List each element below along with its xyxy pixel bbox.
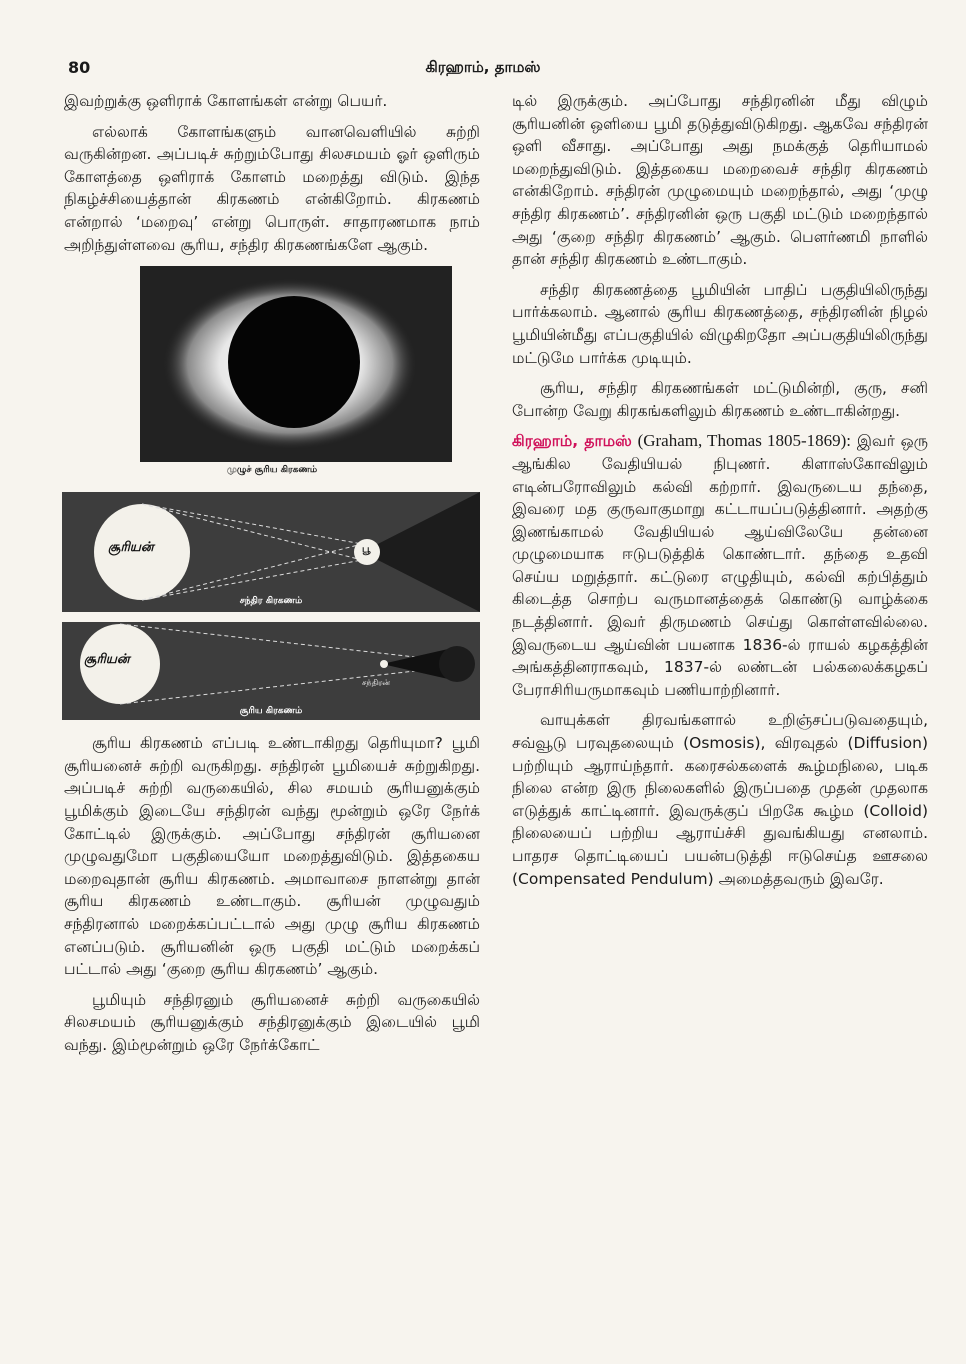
total-solar-eclipse-photo xyxy=(140,266,452,462)
running-head: கிரஹாம், தாமஸ் xyxy=(425,58,541,76)
figure-caption: முழுச் சூரிய கிரகணம் xyxy=(226,465,318,476)
solar-eclipse-diagram xyxy=(62,622,480,720)
page-number: 80 xyxy=(68,58,91,77)
paragraph: சந்திர கிரகணத்தை பூமியின் பாதிப் பகுதியிலிருந்து பார்க்கலாம். ஆனால் சூரிய கிரகணத்தை, சந்திரனின் நிழல் பூமியின்மீது எப்பகுதியில் விழுகிறதோ அப்பகுதியிலிருந்து மட்டுமே பார்க்க முடியும். xyxy=(512,280,928,367)
paragraph: பூமியும் சந்திரனும் சூரியனைச் சுற்றி வருகையில் சிலசமயம் சூரியனுக்கும் சந்திரனுக்கும் இடையில் பூமி வந்து. இம்மூன்றும் ஒரே நேர்க்கோட் xyxy=(64,990,480,1054)
paragraph: சூரிய, சந்திர கிரகணங்கள் மட்டுமின்றி, குரு, சனி போன்ற வேறு கிரகங்களிலும் கிரகணம் உண்டாகின்றது. xyxy=(512,379,928,420)
left-column xyxy=(64,90,480,1064)
paragraph: டில் இருக்கும். அப்போது சந்திரனின் மீது விழும் சூரியனின் ஒளியை பூமி தடுத்துவிடுகிறது. ஆகவே சந்திரன் ஒளி வீசாது. அப்போது அது நமக்குத் தெரியாமல் மறைந்துவிடும். இத்தகைய மறைவைச் சந்திர கிரகணம் என்கிறோம். சந்திரன் முழுமையும் மறைந்தால், அது ‘முழு சந்திர கிரகணம்’. சந்திரனின் ஒரு பகுதி மட்டும் மறைந்தால் அது ‘குறை சந்திர கிரகணம்’ ஆகும். பௌர்ணமி நாளில் தான் சந்திர கிரகணம் உண்டாகும். xyxy=(512,92,928,269)
moon-label: சந்திரன் xyxy=(362,678,391,688)
entry-title: கிரஹாம், தாமஸ் xyxy=(512,432,632,451)
encyclopedia-entry xyxy=(512,430,928,701)
figure-caption: சந்திர கிரகணம் xyxy=(239,596,303,607)
paragraph: இவற்றுக்கு ஒளிராக் கோளங்கள் என்று பெயர். xyxy=(64,92,388,110)
entry-latin-name: (Graham, Thomas 1805-1869): xyxy=(637,431,852,451)
sun-label: சூரியன் xyxy=(108,540,154,556)
sun-label: சூரியன் xyxy=(84,652,130,668)
lunar-eclipse-diagram xyxy=(62,492,480,612)
paragraph: சூரிய கிரகணம் எப்படி உண்டாகிறது தெரியுமா? பூமி சூரியனைச் சுற்றி வருகிறது. சந்திரன் பூமியைச் சுற்றுகிறது. அப்படிச் சுற்றி வருகையில், சில சமயம் சூரியனுக்கும் பூமிக்கும் இடையே சந்திரன் வந்து மூன்றும் ஒரே நேர்க் கோட்டில் இருக்கும். அப்போது சந்திரன் சூரியனை முழுவதுமோ பகுதியையோ மறைத்துவிடும். இத்தகைய மறைவுதான் சூரிய கிரகணம். அமாவாசை நாளன்று தான் சூரிய கிரகணம் உண்டாகும். சூரியன் முழுவதும் சந்திரனால் மறைக்கப்பட்டால் அது முழு சூரிய கிரகணம் எனப்படும். சூரியனின் ஒரு பகுதி மட்டும் மறைக்கப் பட்டால் அது ‘குறை சூரிய கிரகணம்’ ஆகும். xyxy=(64,734,480,979)
paragraph: வாயுக்கள் திரவங்களால் உறிஞ்சப்படுவதையும், சவ்வூடு பரவுதலையும் (Osmosis), விரவுதல் (Diffusion) பற்றியும் ஆராய்ந்தார். கரைசல்களைக் கூழ்மநிலை, படிக நிலை என்ற இரு நிலைகளில் இருப்பதை முதன் முதலாக எடுத்துக் காட்டினார். இவருக்குப் பிறகே கூழ்ம (Colloid) நிலையைப் பற்றிய ஆராய்ச்சி துவங்கியது எனலாம். பாதரச தொட்டியைப் பயன்படுத்தி ஈடுசெய்த ஊசலை (Compensated Pendulum) அமைத்தவரும் இவரே. xyxy=(512,711,928,888)
right-column xyxy=(512,90,928,898)
figure-caption: சூரிய கிரகணம் xyxy=(239,706,303,717)
eclipse-image xyxy=(140,266,452,462)
earth-label: பூ xyxy=(362,544,371,556)
paragraph: எல்லாக் கோளங்களும் வானவெளியில் சுற்றி வருகின்றன. அப்படிச் சுற்றும்போது சிலசமயம் ஓர் ஒளிரும் கோளத்தை ஒளிராக் கோளம் மறைத்து விடும். இந்த நிகழ்ச்சியைத்தான் கிரகணம் என்கிறோம். கிரகணம் என்றால் ‘மறைவு’ என்று பொருள். சாதாரணமாக நாம் அறிந்துள்ளவை சூரிய, சந்திர கிரகணங்களே ஆகும். xyxy=(64,122,480,254)
entry-body: இவர் ஒரு ஆங்கில வேதியியல் நிபுணர். கிளாஸ்கோவிலும் எடின்பரோவிலும் கல்வி கற்றார். இவருடைய தந்தை, இவரை மத குருவாகுமாறு கட்டாயப்படுத்தினார். அதற்கு இணங்காமல் வேதியியல் ஆய்விலேயே தன்னை முழுமையாக ஈடுபடுத்திக் கொண்டார். தந்தை உதவி செய்ய மறுத்தார். கட்டுரை எழுதியும், கல்வி கற்பித்தும் கிடைத்த சொற்ப வருமானத்தைக் கொண்டு வாழ்க்கை நடத்தினார். இவர் திருமணம் செய்து கொள்ளவில்லை. இவருடைய ஆய்வின் பயனாக 1836-ல் ராயல் கழகத்தின் அங்கத்தினராகவும், 1837-ல் லண்டன் பல்கலைக்கழகப் பேராசிரியருமாகவும் பணியாற்றினார். xyxy=(512,432,928,699)
